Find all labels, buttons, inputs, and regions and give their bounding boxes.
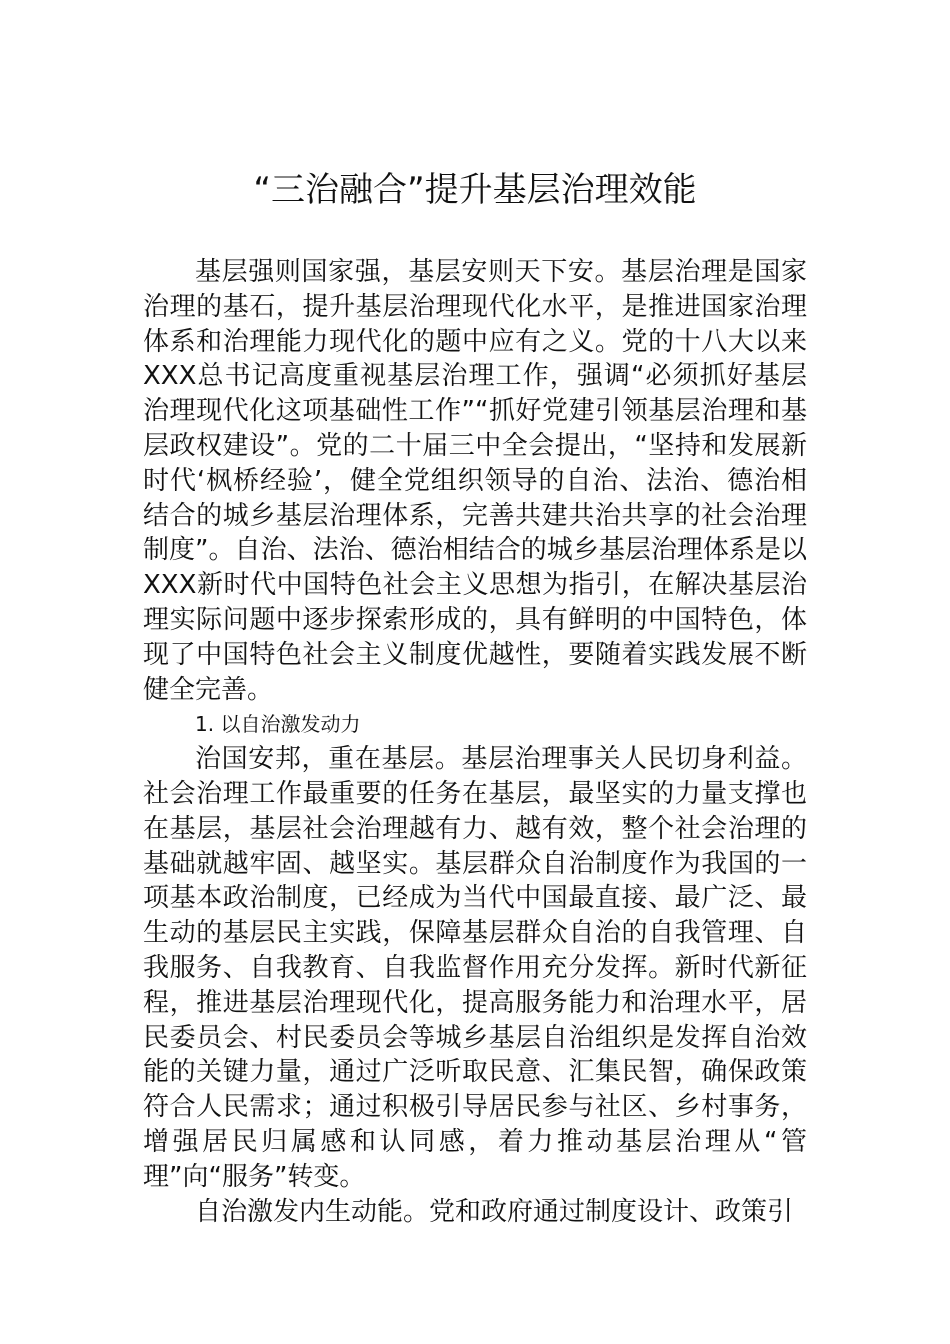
document-body [143,255,807,1229]
section-heading: 1. 以自治激发动力 [195,712,361,737]
paragraph-autonomy: 自治激发内生动能。党和政府通过制度设计、政策引 [195,1196,794,1227]
paragraph-grassroots: 治国安邦，重在基层。基层治理事关人民切身利益。社会治理工作最重要的任务在基层，最坚实的力量支撑也在基层，基层社会治理越有力、越有效，整个社会治理的基础就越牢固、越坚实。基层群众自治制度作为我国的一项基本政治制度，已经成为当代中国最直接、最广泛、最生动的基层民主实践，保障基层群众自治的自我管理、自我服务、自我教育、自我监督作用充分发挥。新时代新征程，推进基层治理现代化，提高服务能力和治理水平，居民委员会、村民委员会等城乡基层自治组织是发挥自治效能的关键力量，通过广泛听取民意、汇集民智，确保政策符合人民需求；通过积极引导居民参与社区、乡村事务，增强居民归属感和认同感，着力推动基层治理从“管理”向“服务”转变。 [143,744,807,1192]
paragraph-intro: 基层强则国家强，基层安则天下安。基层治理是国家治理的基石，提升基层治理现代化水平，是推进国家治理体系和治理能力现代化的题中应有之义。党的十八大以来XXX总书记高度重视基层治理工作，强调“必须抓好基层治理现代化这项基础性工作”“抓好党建引领基层治理和基层政权建设”。党的二十届三中全会提出，“坚持和发展新时代‘枫桥经验’，健全党组织领导的自治、法治、德治相结合的城乡基层治理体系，完善共建共治共享的社会治理制度”。自治、法治、德治相结合的城乡基层治理体系是以XXX新时代中国特色社会主义思想为指引，在解决基层治理实际问题中逐步探索形成的，具有鲜明的中国特色，体现了中国特色社会主义制度优越性，要随着实践发展不断健全完善。 [143,257,807,705]
document-title: “三治融合”提升基层治理效能 [253,170,697,210]
